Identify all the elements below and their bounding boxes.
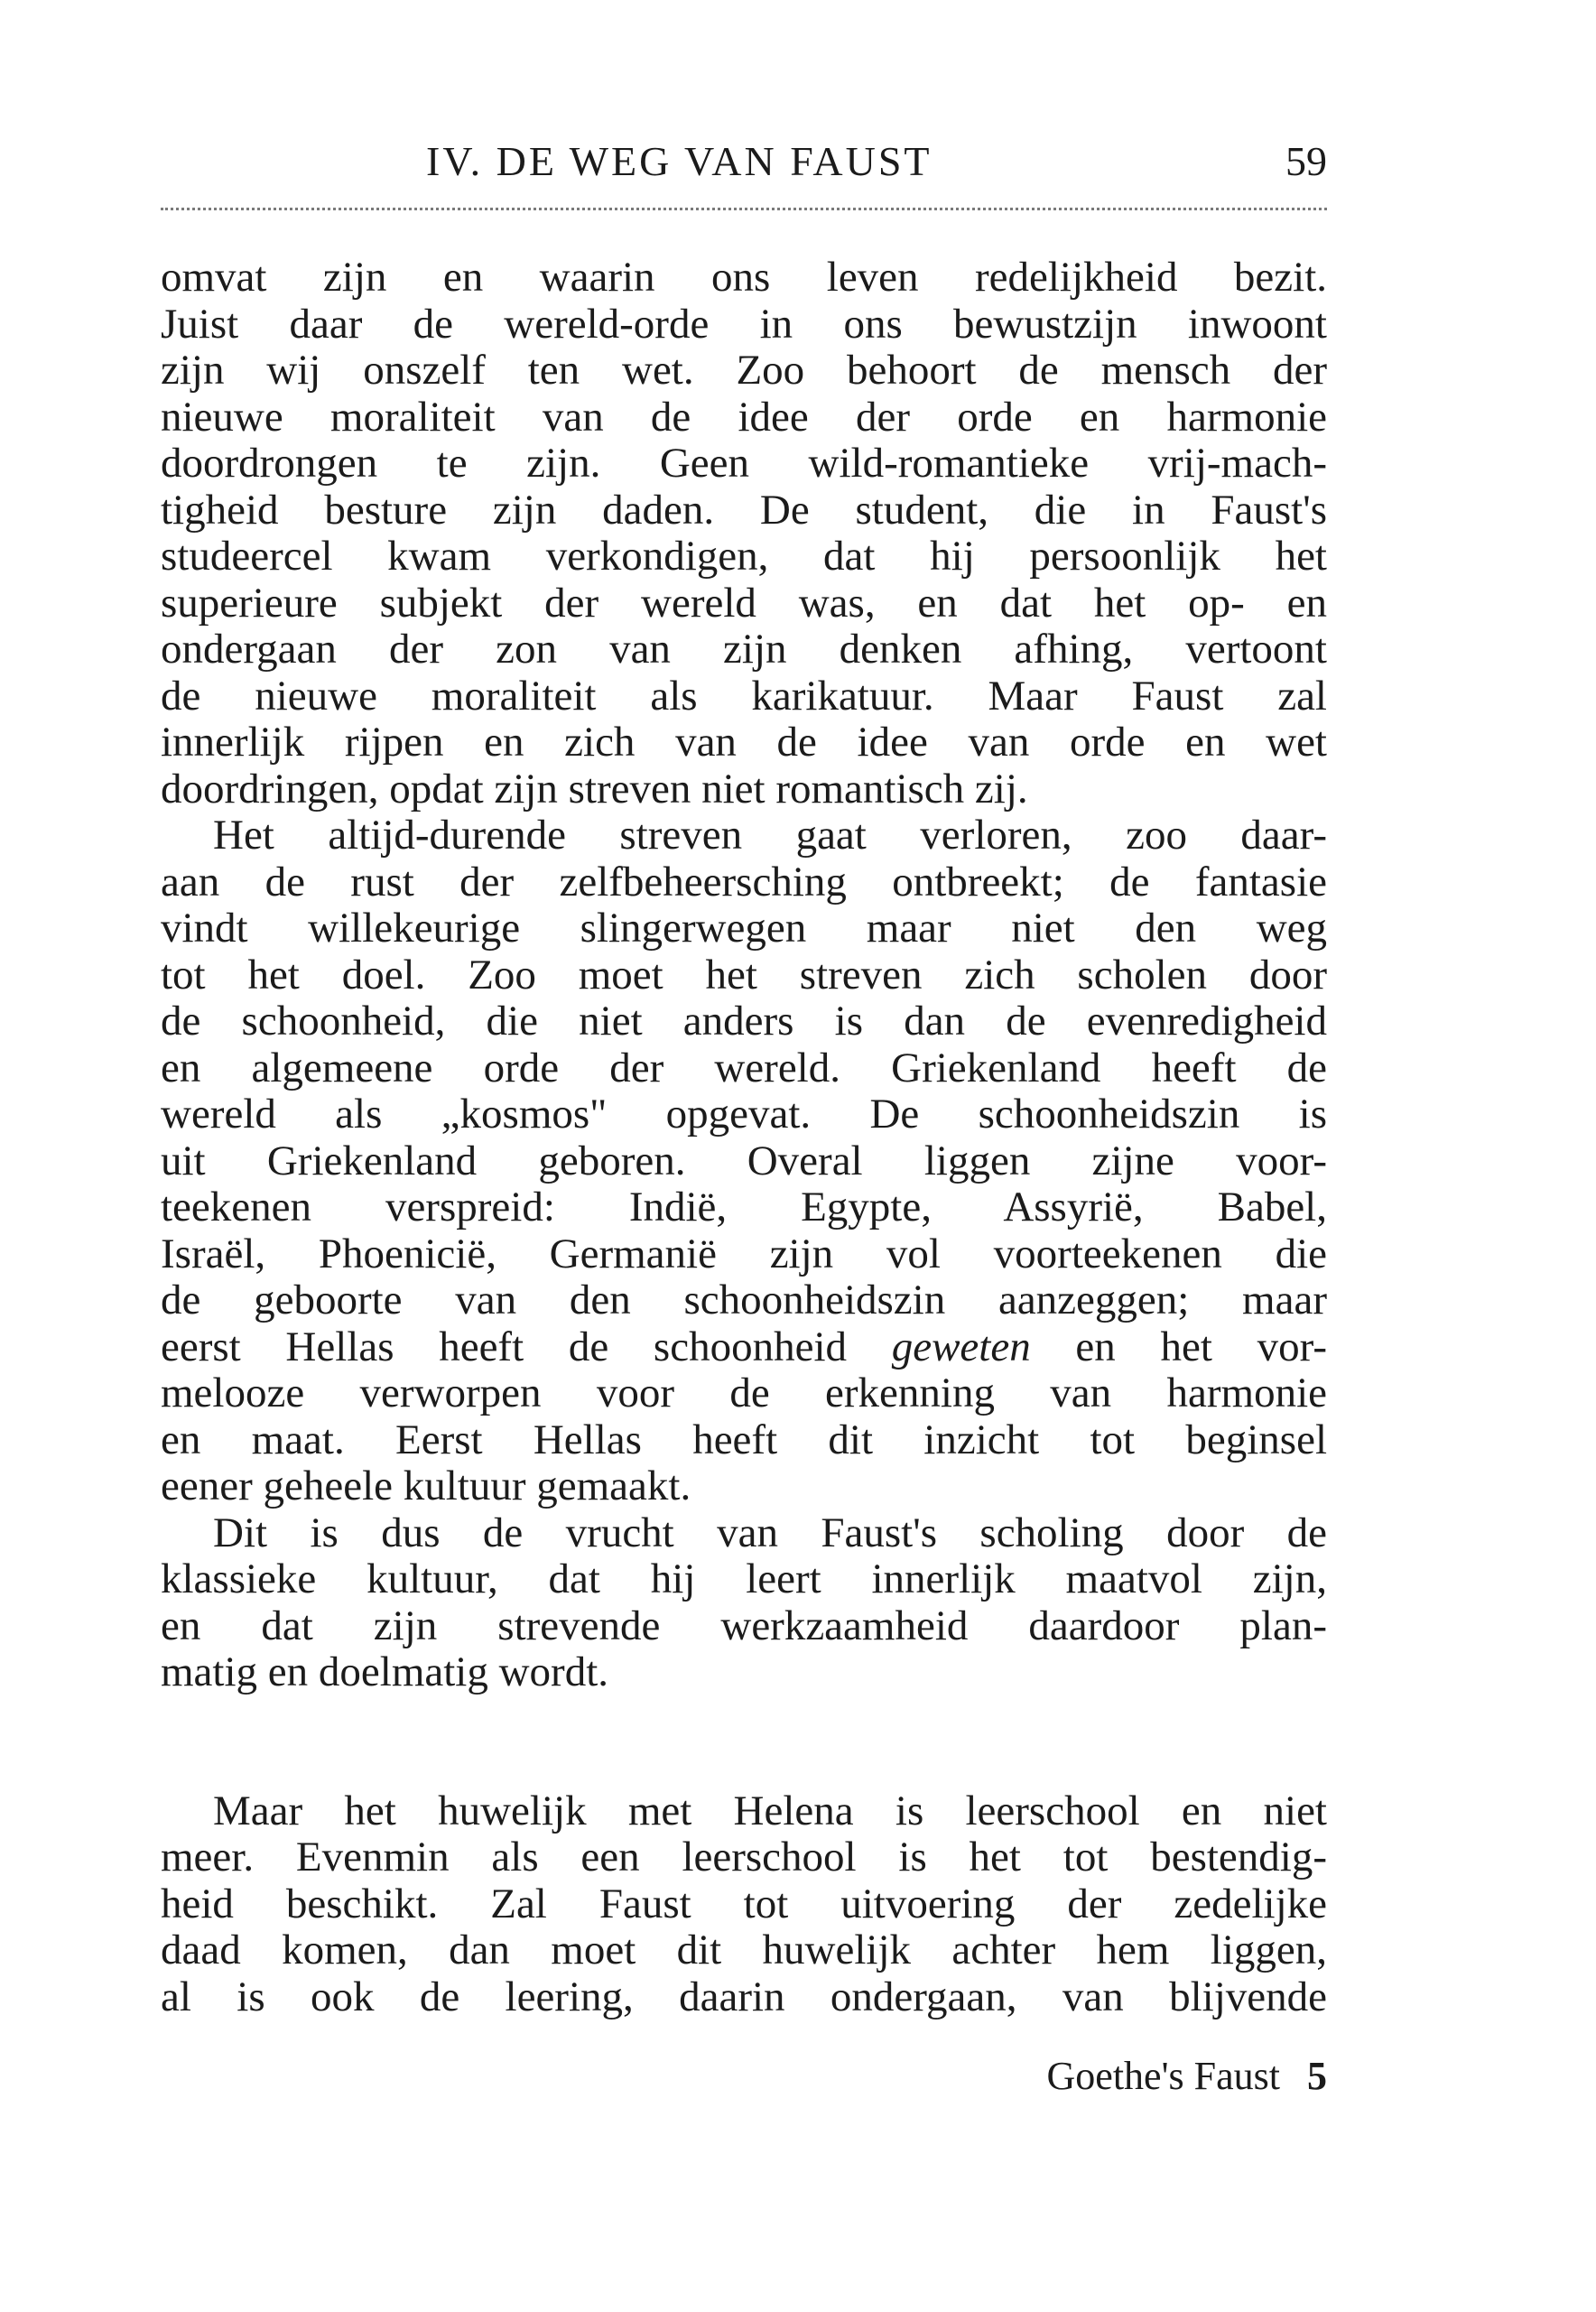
text-line: Het altijd-durende streven gaat verloren, zoo daar- — [213, 812, 1327, 859]
text-line: omvat zijn en waarin ons leven redelijkheid bezit. — [161, 255, 1327, 301]
text-line: Dit is dus de vrucht van Faust's scholing door de — [213, 1509, 1327, 1556]
page-number: 59 — [1285, 138, 1327, 184]
text-segment: en het vor- — [1030, 1323, 1327, 1370]
text-line: melooze verworpen voor de erkenning van harmonie — [161, 1370, 1327, 1416]
text-line: en algemeene orde der wereld. Griekenland heeft de — [161, 1045, 1327, 1091]
header-dotted-rule — [161, 208, 1327, 210]
text-line: tigheid besture zijn daden. De student, die in Faust's — [161, 487, 1327, 534]
text-line: teekenen verspreid: Indië, Egypte, Assyrië, Babel, — [161, 1184, 1327, 1230]
text-line: Israël, Phoenicië, Germanië zijn vol voorteekenen die — [161, 1230, 1327, 1277]
text-line: doordrongen te zijn. Geen wild-romantieke vrij-mach- — [161, 441, 1327, 487]
text-segment: eerst Hellas heeft de schoonheid — [161, 1323, 892, 1370]
running-head — [161, 134, 1327, 190]
page-footer — [161, 2049, 1327, 2103]
paragraph-2 — [161, 812, 1327, 1510]
text-line: daad komen, dan moet dit huwelijk achter hem liggen, — [161, 1927, 1327, 1973]
text-line: Juist daar de wereld-orde in ons bewustzijn inwoont — [161, 301, 1327, 348]
text-line: zijn wij onszelf ten wet. Zoo behoort de mensch der — [161, 348, 1327, 394]
text-line: superieure subjekt der wereld was, en dat het op- en — [161, 580, 1327, 627]
text-line: vindt willekeurige slingerwegen maar niet den weg — [161, 905, 1327, 952]
text-line: heid beschikt. Zal Faust tot uitvoering der zedelijke — [161, 1880, 1327, 1927]
text-line: Maar het huwelijk met Helena is leerschool en niet — [213, 1787, 1327, 1834]
signature-title: Goethe's Faust — [1046, 2054, 1280, 2098]
text-line: studeercel kwam verkondigen, dat hij persoonlijk het — [161, 534, 1327, 580]
body-text — [161, 255, 1327, 2020]
paragraph-1 — [161, 255, 1327, 812]
text-line: de geboorte van den schoonheidszin aanzeggen; maar — [161, 1277, 1327, 1323]
text-line: eener geheele kultuur gemaakt. — [161, 1463, 691, 1509]
text-line: nieuwe moraliteit van de idee der orde en harmonie — [161, 394, 1327, 441]
text-line: uit Griekenland geboren. Overal liggen zijne voor- — [161, 1137, 1327, 1184]
signature-mark: 5 — [1307, 2054, 1327, 2098]
paragraph-4 — [161, 1788, 1327, 2021]
text-line: de schoonheid, die niet anders is dan de evenredigheid — [161, 998, 1327, 1045]
section-gap — [161, 1696, 1327, 1788]
text-line: en dat zijn strevende werkzaamheid daardoor plan- — [161, 1602, 1327, 1649]
text-line: matig en doelmatig wordt. — [161, 1649, 609, 1695]
text-line-with-emphasis — [161, 1324, 1327, 1371]
emphasized-word: geweten — [891, 1323, 1031, 1370]
text-line: en maat. Eerst Hellas heeft dit inzicht tot beginsel — [161, 1416, 1327, 1463]
text-line: aan de rust der zelfbeheersching ontbreekt; de fantasie — [161, 859, 1327, 905]
text-line: tot het doel. Zoo moet het streven zich scholen door — [161, 952, 1327, 998]
text-line: doordringen, opdat zijn streven niet romantisch zij. — [161, 766, 1028, 812]
running-title: IV. DE WEG VAN FAUST — [426, 138, 933, 184]
text-line: klassieke kultuur, dat hij leert innerlijk maatvol zijn, — [161, 1556, 1327, 1602]
text-line: wereld als „kosmos" opgevat. De schoonheidszin is — [161, 1091, 1327, 1137]
text-line: al is ook de leering, daarin ondergaan, van blijvende — [161, 1973, 1327, 2020]
text-line: meer. Evenmin als een leerschool is het tot bestendig- — [161, 1834, 1327, 1880]
text-line: de nieuwe moraliteit als karikatuur. Maar Faust zal — [161, 673, 1327, 720]
paragraph-3 — [161, 1510, 1327, 1696]
signature-line — [1047, 2049, 1327, 2103]
text-line: innerlijk rijpen en zich van de idee van orde en wet — [161, 720, 1327, 766]
text-line: ondergaan der zon van zijn denken afhing, vertoont — [161, 627, 1327, 673]
